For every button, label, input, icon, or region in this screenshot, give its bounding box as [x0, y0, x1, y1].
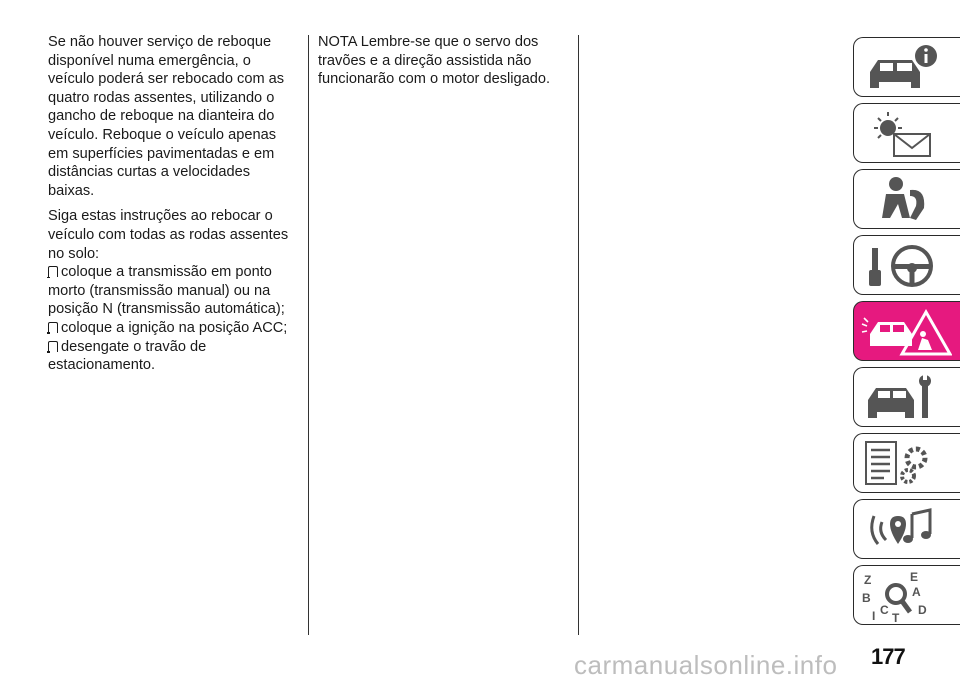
- watermark: carmanualsonline.info: [574, 650, 838, 680]
- tab-safety[interactable]: [853, 169, 960, 229]
- column-divider: [578, 35, 579, 635]
- car-emergency-triangle-icon: [860, 306, 952, 358]
- tab-emergency[interactable]: [853, 301, 960, 361]
- tab-multimedia[interactable]: [853, 499, 960, 559]
- text-column-left: [48, 33, 300, 382]
- index-letter: T: [892, 611, 900, 622]
- multimedia-music-icon: [860, 504, 952, 556]
- tab-starting-driving[interactable]: [853, 235, 960, 295]
- index-letter: B: [862, 591, 871, 605]
- index-letter: A: [912, 585, 921, 599]
- index-letter: C: [880, 603, 889, 617]
- bullet-icon: [48, 266, 58, 277]
- paragraph-emergency-towing: Se não houver serviço de reboque disponível numa emergência, o veículo poderá ser rebocado com as quatro rodas assentes, utilizando o gancho de reboque na dianteira do veículo. Reboque o veículo apenas em superfícies pavimentadas e em distâncias curtas a velocidades baixas.: [48, 34, 285, 199]
- list-item-text: coloque a transmissão em ponto morto (transmissão manual) ou na posição N (transmissão automática);: [48, 264, 285, 318]
- paragraph-towing-intro: Siga estas instruções ao rebocar o veículo com todas as rodas assentes no solo:: [48, 208, 289, 262]
- tab-maintenance[interactable]: [853, 367, 960, 427]
- car-info-icon: [860, 42, 952, 94]
- list-item-text: desengate o travão de estacionamento.: [48, 338, 207, 374]
- bullet-icon: [48, 341, 58, 352]
- column-divider: [308, 35, 309, 635]
- index-letter: D: [918, 603, 927, 617]
- note-paragraph: NOTA Lembre-se que o servo dos travões e a direção assistida não funcionarão com o motor desligado.: [318, 34, 551, 88]
- paragraph-towing-instructions: [48, 207, 300, 374]
- index-letter: I: [872, 609, 876, 622]
- warning-lights-messages-icon: [860, 108, 952, 160]
- seat-safety-icon: [860, 174, 952, 226]
- tab-warning-lights[interactable]: [853, 103, 960, 163]
- technical-data-gears-icon: [860, 438, 952, 490]
- alphabetical-index-search-icon: [860, 570, 952, 622]
- list-item: [48, 338, 300, 375]
- tab-car-info[interactable]: [853, 37, 960, 97]
- list-item: [48, 319, 300, 338]
- tab-technical-data[interactable]: [853, 433, 960, 493]
- key-steering-wheel-icon: [860, 240, 952, 292]
- text-column-right: [318, 33, 570, 96]
- index-letter: Z: [864, 573, 872, 587]
- car-maintenance-wrench-icon: [860, 372, 952, 424]
- list-item: [48, 263, 300, 319]
- tab-alphabetical-index[interactable]: [853, 565, 960, 625]
- list-item-text: coloque a ignição na posição ACC;: [61, 319, 288, 336]
- bullet-icon: [48, 322, 58, 333]
- page-number: 177: [871, 644, 905, 669]
- index-letter: E: [910, 570, 919, 584]
